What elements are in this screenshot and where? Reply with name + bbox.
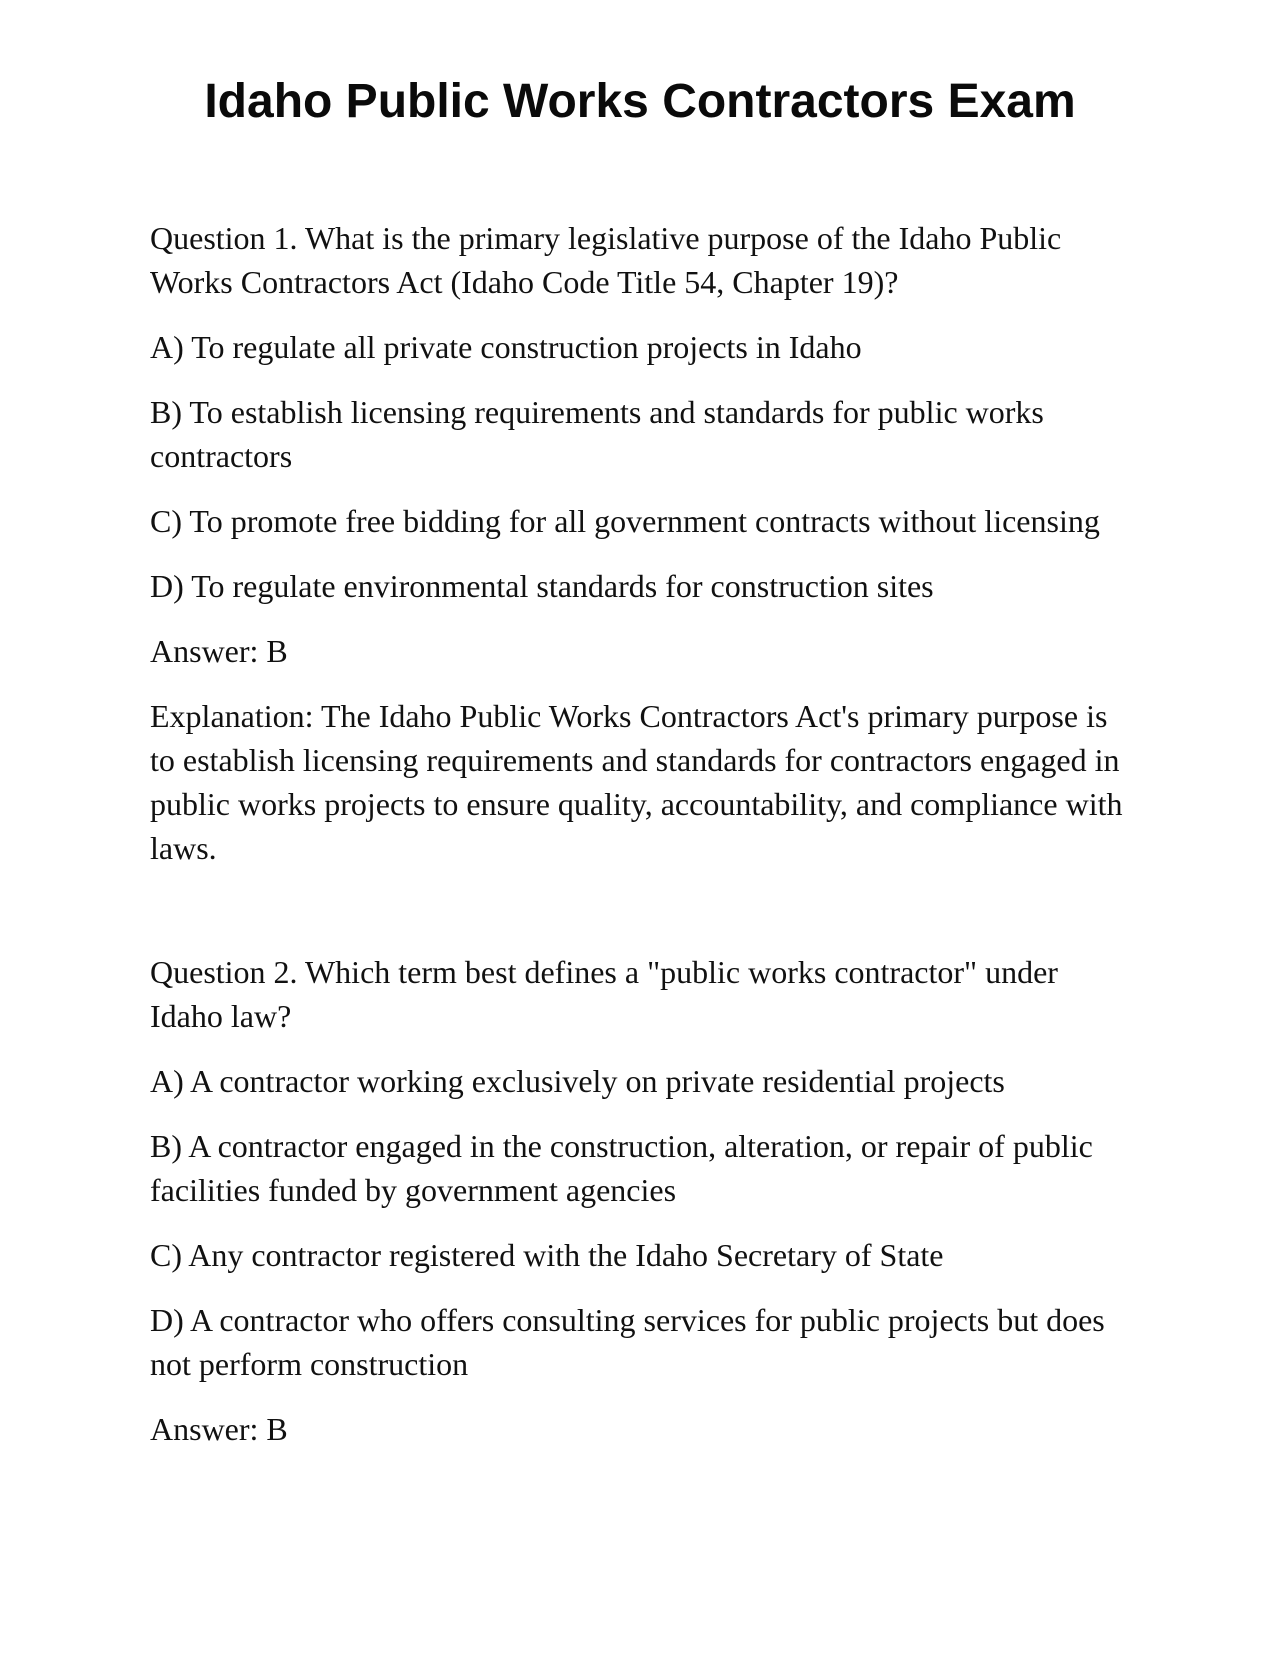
option-b: B) A contractor engaged in the construction, alteration, or repair of public facilities funded by government agencies: [150, 1128, 1093, 1208]
question-text: Question 1. What is the primary legislative purpose of the Idaho Public Works Contractors Act (Idaho Code Title 54, Chapter 19)?: [150, 220, 1062, 300]
option-d: D) To regulate environmental standards for construction sites: [150, 568, 934, 604]
option-d: D) A contractor who offers consulting services for public projects but does not perform construction: [150, 1302, 1105, 1382]
option-a: A) A contractor working exclusively on private residential projects: [150, 1063, 1005, 1099]
option-c: C) Any contractor registered with the Idaho Secretary of State: [150, 1237, 944, 1273]
document-title: Idaho Public Works Contractors Exam: [204, 75, 1076, 128]
option-a: A) To regulate all private construction projects in Idaho: [150, 329, 862, 365]
document-content: [150, 216, 1130, 1472]
explanation-text: Explanation: The Idaho Public Works Contractors Act's primary purpose is to establish licensing requirements and standards for contractors engaged in public works projects to ensure quality, accountability, and compliance with laws.: [150, 698, 1123, 866]
answer-text: Answer: B: [150, 1411, 288, 1447]
option-c: C) To promote free bidding for all government contracts without licensing: [150, 503, 1100, 539]
answer-text: Answer: B: [150, 633, 288, 669]
question-block-2: [150, 950, 1130, 1451]
question-block-1: [150, 216, 1130, 870]
option-b: B) To establish licensing requirements and standards for public works contractors: [150, 394, 1044, 474]
question-text: Question 2. Which term best defines a "public works contractor" under Idaho law?: [150, 954, 1058, 1034]
